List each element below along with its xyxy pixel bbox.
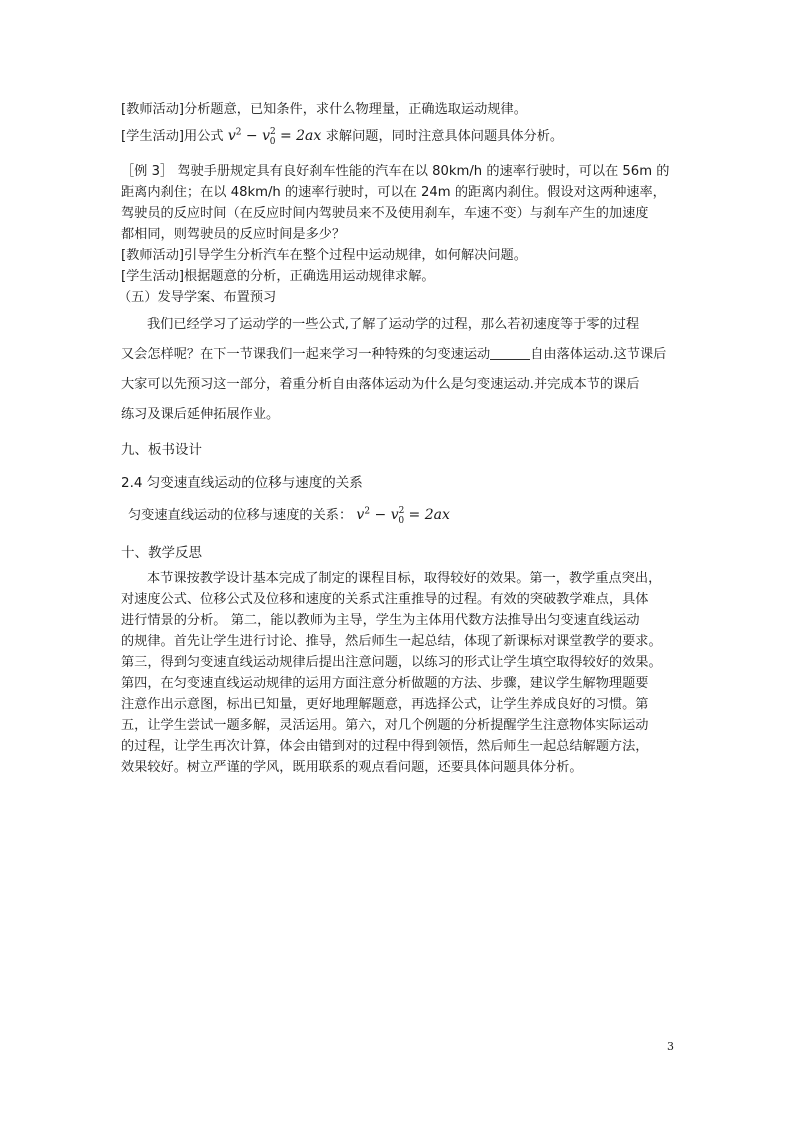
board-formula: $v^2 - v^2_0 = 2ax$ (356, 506, 450, 526)
example-3-line-4: 都相同，则驾驶员的反应时间是多少？ (121, 227, 346, 242)
example-3-line-1: ［例 3］ 驾驶手册规定具有良好刹车性能的汽车在以 80km/h 的速率行驶时，可以在 56m 的 (121, 164, 670, 179)
kinematics-formula: $v^2 - v^2_0 = 2ax$ (227, 127, 322, 147)
preview-paragraph-line-3: 大家可以先预习这一部分，着重分析自由落体运动为什么是匀变速运动.并完成本节的课后 (121, 377, 640, 392)
blank-underline (490, 347, 530, 360)
section-10-heading: 十、教学反思 (121, 545, 202, 561)
example-3-line-2: 距离内刹住；在以 48km/h 的速率行驶时，可以在 24m 的距离内刹住。假设对这两种速率， (121, 185, 666, 200)
preview-paragraph-line-1: 我们已经学习了运动学的一些公式,了解了运动学的过程，那么若初速度等于零的过程 (147, 317, 640, 332)
teacher-activity-2: [教师活动]引导学生分析汽车在整个过程中运动规律，如何解决问题。 (121, 248, 527, 263)
teacher-activity-1: [教师活动]分析题意，已知条件，求什么物理量，正确选取运动规律。 (121, 102, 527, 117)
reflection-line-3: 进行情景的分析。 第二，能以教师为主导，学生为主体用代数方法推导出匀变速直线运动 (121, 613, 640, 628)
student-activity-suffix: 求解问题，同时注意具体问题具体分析。 (325, 129, 564, 144)
reflection-line-9: 的过程，让学生再次计算，体会由错到对的过程中得到领悟，然后师生一起总结解题方法， (121, 739, 649, 754)
reflection-line-8: 五，让学生尝试一题多解，灵活运用。第六，对几个例题的分析提醒学生注意物体实际运动 (121, 718, 649, 733)
section-9-heading: 九、板书设计 (121, 442, 202, 458)
student-activity-2: [学生活动]根据题意的分析，正确选用运动规律求解。 (121, 269, 435, 284)
reflection-line-2: 对速度公式、位移公式及位移和速度的关系式注重推导的过程。有效的突破教学难点，具体 (121, 592, 649, 607)
reflection-line-10: 效果较好。树立严谨的学风，既用联系的观点看问题，还要具体问题具体分析。 (121, 760, 583, 775)
preview-paragraph-line-4: 练习及课后延伸拓展作业。 (121, 407, 280, 422)
reflection-line-5: 第三，得到匀变速直线运动规律后提出注意问题，以练习的形式让学生填空取得较好的效果。 (121, 655, 662, 670)
board-formula-label: 匀变速直线运动的位移与速度的关系： (128, 508, 353, 523)
reflection-line-1: 本节课按教学设计基本完成了制定的课程目标，取得较好的效果。第一，教学重点突出， (147, 571, 662, 586)
reflection-line-4: 的规律。首先让学生进行讨论、推导，然后师生一起总结，体现了新课标对课堂教学的要求。 (121, 634, 662, 649)
board-formula-line (128, 504, 450, 526)
section-5-heading: （五）发导学案、布置预习 (118, 290, 277, 305)
preview-paragraph-line-2: 又会怎样呢？在下一节课我们一起来学习一种特殊的匀变速运动 自由落体运动.这节课后 (121, 347, 667, 362)
student-activity-formula (121, 125, 563, 147)
example-3-line-3: 驾驶员的反应时间（在反应时间内驾驶员来不及使用刹车，车速不变）与刹车产生的加速度 (121, 206, 649, 221)
reflection-line-6: 第四，在匀变速直线运动规律的运用方面注意分析做题的方法、步骤，建议学生解物理题要 (121, 676, 649, 691)
board-subtitle: 2.4 匀变速直线运动的位移与速度的关系 (121, 475, 363, 491)
student-activity-prefix: [学生活动]用公式 (121, 129, 224, 144)
reflection-line-7: 注意作出示意图，标出已知量，更好地理解题意，再选择公式，让学生养成良好的习惯。第 (121, 697, 649, 712)
page-number: 3 (667, 1040, 674, 1053)
